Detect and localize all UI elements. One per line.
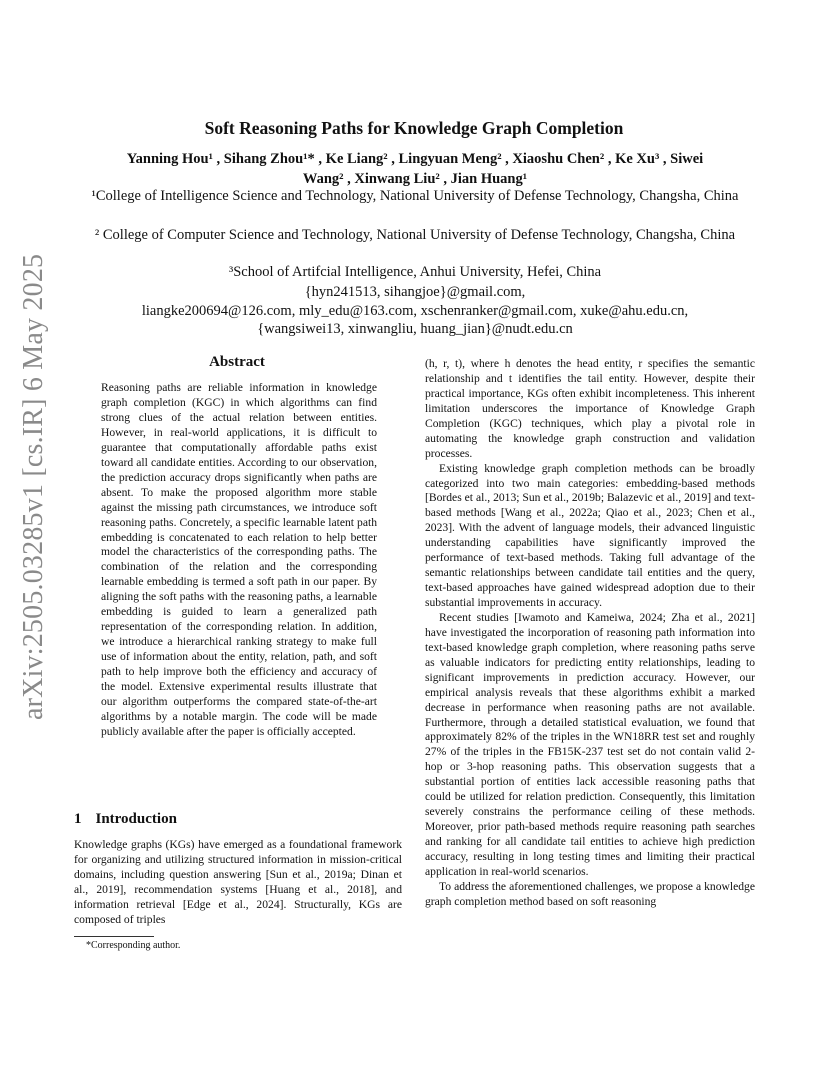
right-paragraph-1: (h, r, t), where h denotes the head entity, r specifies the semantic relationship and t identifies the tail entity. However, despite their practical importance, KGs often exhibit incompleteness. This inherent limitation underscores the importance of Knowledge Graph Completion (KGC) techniques, which play a pivotal role in automating the knowledge graph construction and validation processes. [425,357,755,460]
right-paragraph-3: Recent studies [Iwamoto and Kameiwa, 2024; Zha et al., 2021] have investigated the incorporation of reasoning path information into text-based knowledge graph completion, where reasoning paths serve as valuable indicators for predicting entity relationships, leading to significant improvements in prediction accuracy. However, our empirical analysis reveals that these algorithms exhibit a marked decrease in performance when reasoning paths are not available. Furthermore, through a detailed statistical evaluation, we found that approximately 82% of the triples in the WN18RR test set and roughly 27% of the triples in the FB15K-237 test set do not contain valid 2-hop or 3-hop reasoning paths. This observation suggests that a substantial portion of entities lack accessible reasoning paths that could be utilized for relation prediction. Consequently, this limitation severely constrains the performance ceiling of these methods. Moreover, prior path-based methods require reasoning path searches and ranking for all candidate tail entities to achieve high prediction accuracy, resulting in long testing times and limiting their practical application in real-world scenarios. [425,610,755,878]
abstract-heading: Abstract [209,354,265,370]
email-line-2: liangke200694@126.com, mly_edu@163.com, xschenranker@gmail.com, xuke@ahu.edu.cn, [141,302,689,319]
author-emails [70,283,760,339]
paper-title: Soft Reasoning Paths for Knowledge Graph Completion [204,118,624,138]
intro-paragraph-1: Knowledge graphs (KGs) have emerged as a foundational framework for organizing and utilizing structured information in mission-critical domains, including question answering [Sun et al., 2019a; Dinan et al., 2019], recommendation systems [Huang et al., 2018], and information retrieval [Edge et al., 2024]. Structurally, KGs are composed of triples [74,838,402,926]
footnote-rule [74,936,154,937]
email-line-3: {wangsiwei13, xinwangliu, huang_jian}@nudt.edu.cn [257,321,573,337]
email-line-1: {hyn241513, sihangjoe}@gmail.com, [304,284,526,300]
introduction-text [74,838,402,927]
right-paragraph-4: To address the aforementioned challenges, we propose a knowledge graph completion method based on soft reasoning [425,879,755,908]
author-line-2: Wang² , Xinwang Liu² , Jian Huang¹ [302,171,528,187]
right-column [425,357,755,910]
affiliation-3: ³School of Artifcial Intelligence, Anhui University, Hefei, China [228,264,602,280]
abstract-text: Reasoning paths are reliable information in knowledge graph completion (KGC) in which algorithms can find strong clues of the actual relation between entities. However, in real-world applications, it is difficult to guarantee that computationally affordable paths exist toward all candidate entities. According to our observation, the prediction accuracy drops significantly when paths are absent. To make the proposed algorithm more stable against the missing path circumstances, we introduce soft reasoning paths. Concretely, a specific learnable latent path embedding is concatenated to each relation to help better model the characteristics of the corresponding paths. The combination of the relation and the corresponding learnable embedding is termed a soft path in our paper. By aligning the soft paths with the reasoning paths, a learnable embedding is guided to learn a generalized path representation of the corresponding relation. In addition, we introduce a hierarchical ranking strategy to make full use of information about the entity, relation, path, and soft path to help improve both the efficiency and accuracy of the model. Extensive experimental results illustrate that our algorithm outperforms the compared state-of-the-art algorithms by a notable margin. The code will be made publicly available after the paper is officially accepted. [101,381,377,738]
section-title: Introduction [95,811,177,827]
section-number: 1 [74,811,82,827]
affiliation-1: ¹College of Intelligence Science and Technology, National University of Defense Technology, Changsha, China [91,188,739,204]
arxiv-watermark: arXiv:2505.03285v1 [cs.IR] 6 May 2025 [18,253,49,720]
right-paragraph-2: Existing knowledge graph completion methods can be broadly categorized into two main categories: embedding-based methods [Bordes et al., 2013; Sun et al., 2019b; Balazevic et al., 2019] and text-based methods [Wang et al., 2022a; Qiao et al., 2023; Chen et al., 2023]. With the advent of language models, their advanced linguistic understanding capabilities have significantly improved the performance of text-based methods. Taking full advantage of the semantic relationships between candidate tail entities and the query, text-based approaches have gained widespread adoption due to their substantial improvements in accuracy. [425,461,755,609]
footnote: *Corresponding author. [86,940,181,951]
author-line-1: Yanning Hou¹ , Sihang Zhou¹* , Ke Liang² , Lingyuan Meng² , Xiaoshu Chen² , Ke Xu³ , Siwei [126,151,704,167]
affiliation-2: ² College of Computer Science and Technology, National University of Defense Technology, Changsha, China [94,227,736,243]
author-list [70,149,760,189]
section-heading-introduction [74,811,177,828]
